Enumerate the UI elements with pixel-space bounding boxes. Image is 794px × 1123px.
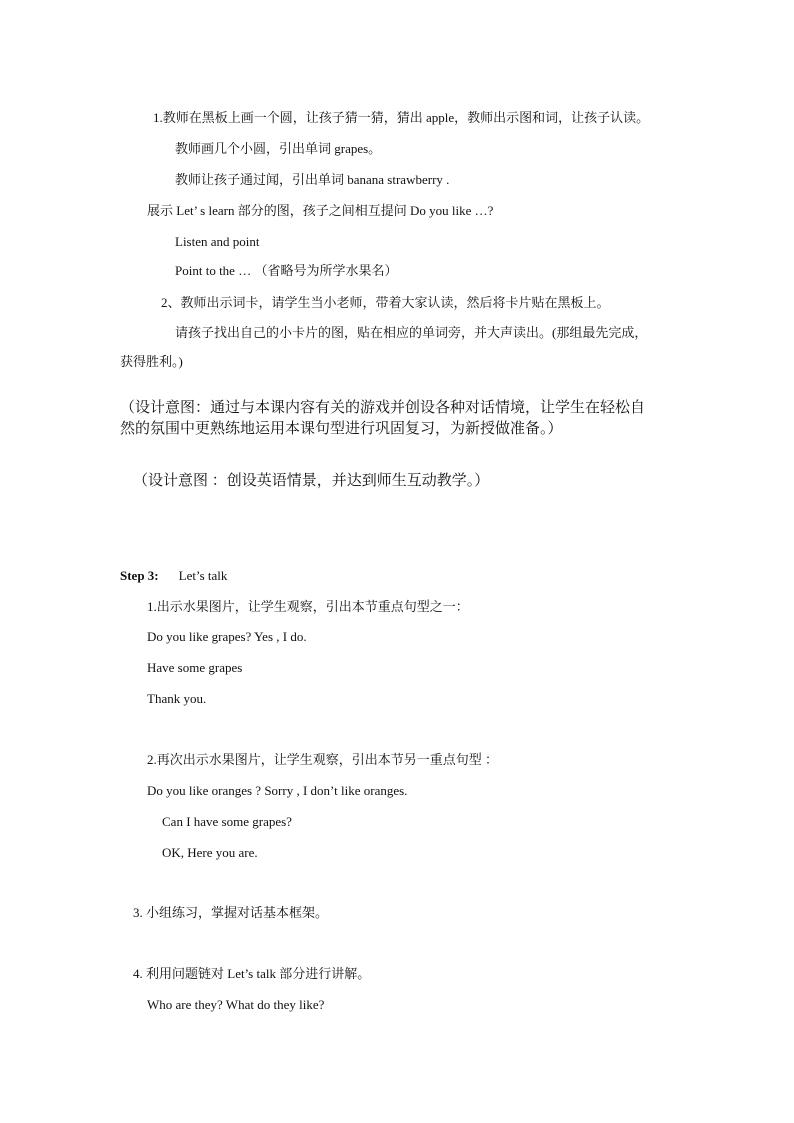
question-chain-line: 4. 利用问题链对 Let’s talk 部分进行讲解。 [133, 966, 371, 981]
point-to-line: Point to the … （省略号为所学水果名） [175, 263, 398, 278]
group-practice-line: 3. 小组练习，掌握对话基本框架。 [133, 905, 329, 920]
step-3-label: Step 3: [120, 568, 159, 583]
activity-2-detail-line: 请孩子找出自己的小卡片的图，贴在相应的单词旁，并大声读出。(那组最先完成， [175, 325, 648, 340]
talk-1-dialog-3: Thank you. [147, 691, 207, 706]
talk-2-line: 2.再次出示水果图片，让学生观察，引出本节另一重点句型 ： [147, 752, 499, 767]
listen-point-line: Listen and point [175, 234, 260, 249]
talk-2-dialog-3: OK, Here you are. [162, 845, 258, 860]
talk-2-dialog-1: Do you like oranges ? Sorry , I don’t like oranges. [147, 783, 408, 798]
step-3-title: Let’s talk [178, 568, 228, 583]
design-intent-1-cont: 然的氛围中更熟练地运用本课句型进行巩固复习，为新授做准备。） [120, 421, 563, 437]
activity-2-line: 2、教师出示词卡，请学生当小老师，带着大家认读，然后将卡片贴在黑板上。 [161, 295, 610, 310]
talk-1-line: 1.出示水果图片，让学生观察，引出本节重点句型之一： [147, 599, 469, 614]
activity-1-smell-line: 教师让孩子通过闻，引出单词 banana strawberry . [175, 172, 450, 187]
activity-1-line: 1.教师在黑板上画一个圆，让孩子猜一猜，猜出 apple，教师出示图和词，让孩子认读。 [153, 110, 650, 125]
talk-1-dialog-2: Have some grapes [147, 660, 243, 675]
question-line: Who are they? What do they like? [147, 997, 325, 1012]
design-intent-1: （设计意图：通过与本课内容有关的游戏并创设各种对话情境，让学生在轻松自 [120, 400, 646, 416]
talk-1-dialog-1: Do you like grapes? Yes , I do. [147, 629, 307, 644]
talk-2-dialog-2: Can I have some grapes? [162, 814, 292, 829]
design-intent-2: （设计意图 ：创设英语情景，并达到师生互动教学。） [133, 473, 490, 489]
step-3-heading [120, 567, 227, 585]
lets-learn-line: 展示 Let’ s learn 部分的图，孩子之间相互提问 Do you like …? [147, 203, 494, 218]
activity-1-grapes-line: 教师画几个小圆，引出单词 grapes。 [175, 141, 382, 156]
activity-2-detail-line-2: 获得胜利。) [120, 354, 183, 369]
